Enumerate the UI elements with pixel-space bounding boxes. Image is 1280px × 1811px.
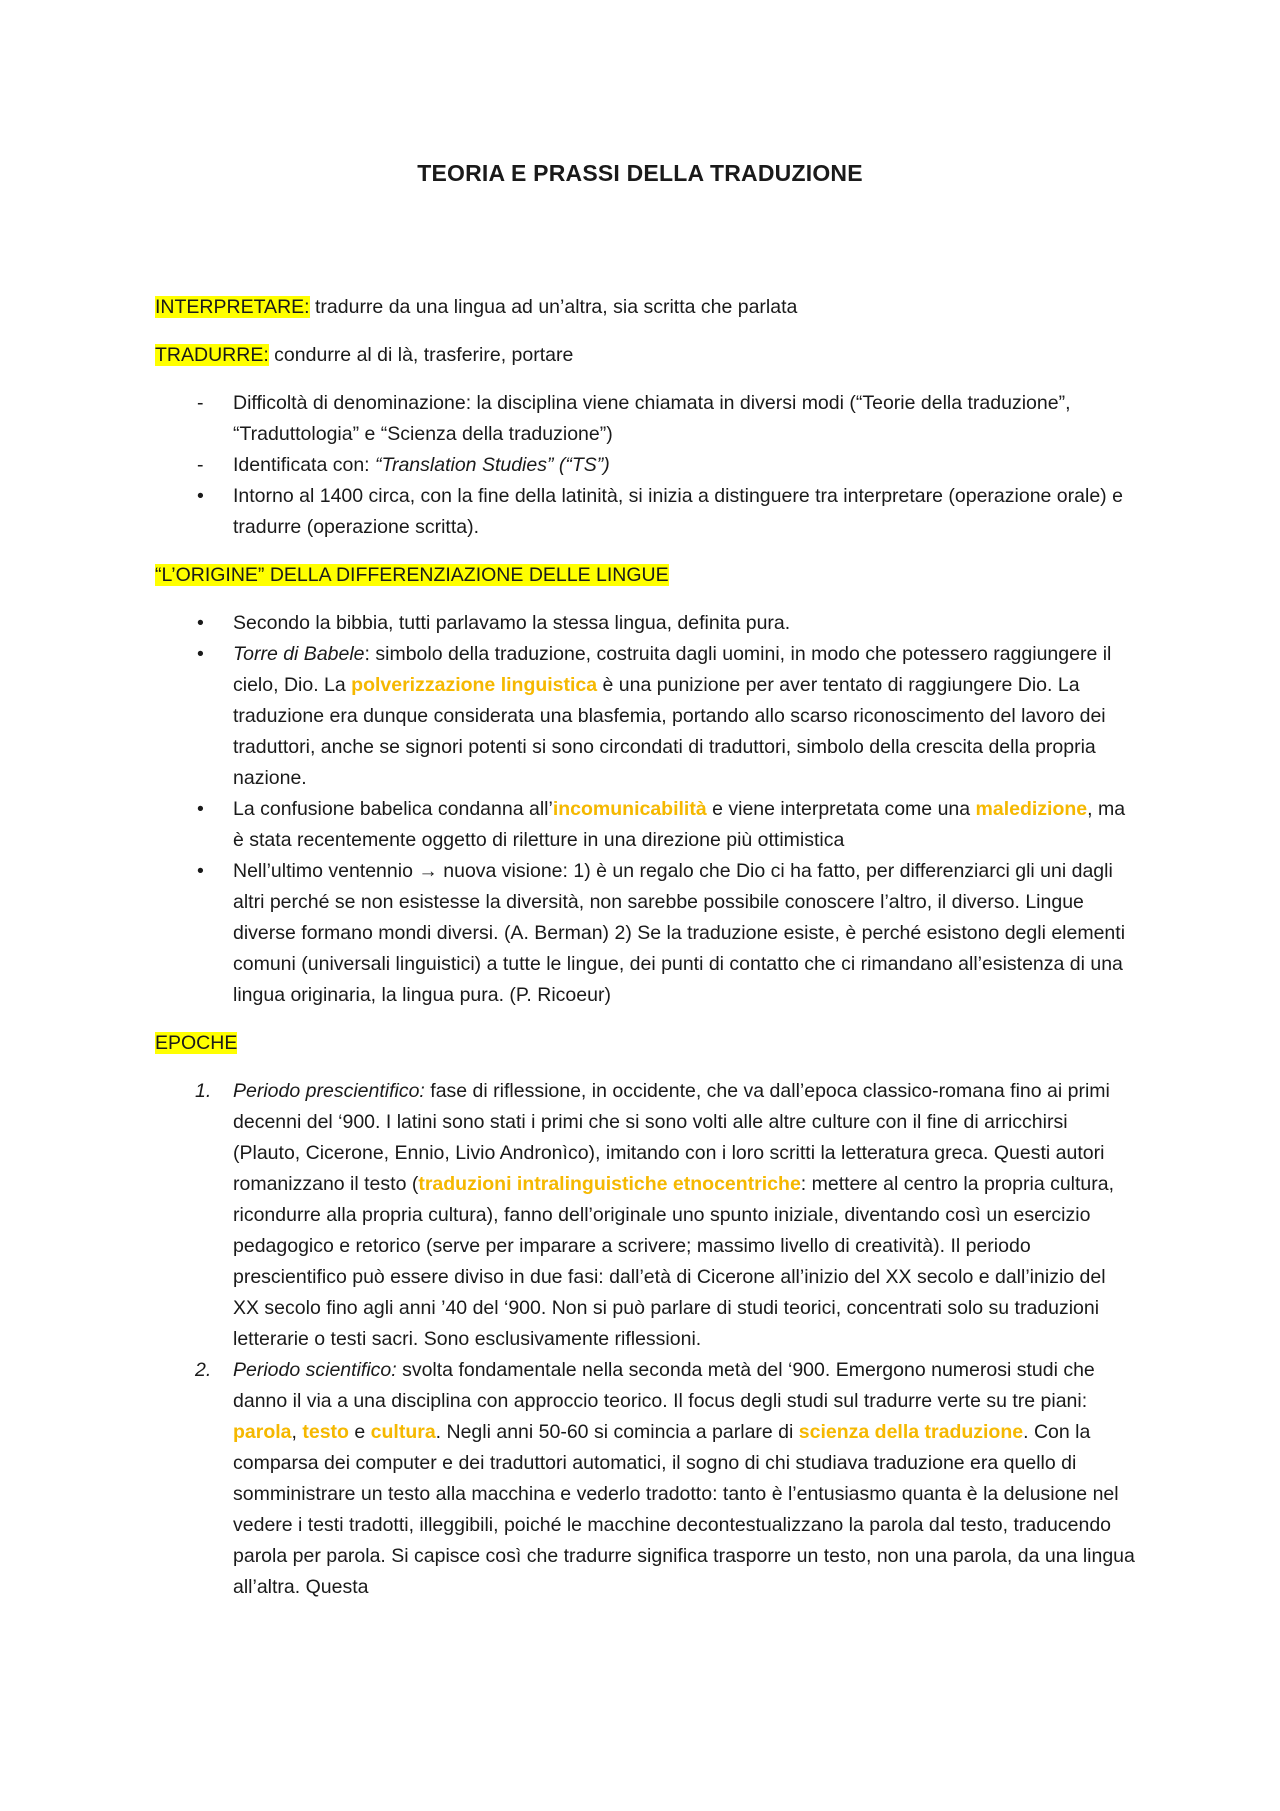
definition-text: tradurre da una lingua ad un’altra, sia scritta che parlata xyxy=(309,296,798,318)
definition-text: condurre al di là, trasferire, portare xyxy=(268,344,574,366)
list-item-text: e xyxy=(348,1421,371,1443)
list-item xyxy=(155,639,1135,794)
list-item-text: svolta fondamentale nella seconda metà del ‘900. Emergono numerosi studi che danno il via a una disciplina con approccio teorico. Il focus degli studi sul tradurre verte su tre piani: xyxy=(233,1359,1095,1412)
highlight-term: cultura xyxy=(370,1421,436,1443)
origine-list xyxy=(155,608,1135,1011)
list-item xyxy=(155,1355,1135,1603)
highlight-term: polverizzazione linguistica xyxy=(351,674,598,696)
section-heading-origine xyxy=(155,560,1135,591)
list-item xyxy=(155,608,1135,639)
highlight-term: parola xyxy=(233,1421,292,1443)
list-item-text: e viene interpretata come una xyxy=(706,798,976,820)
bullet-marker: • xyxy=(197,485,204,507)
term-tradurre: TRADURRE: xyxy=(155,344,269,366)
list-item xyxy=(155,450,1135,481)
bullet-marker: • xyxy=(197,860,204,882)
highlight-term: testo xyxy=(302,1421,349,1443)
highlight-term: maledizione xyxy=(975,798,1088,820)
list-item xyxy=(155,388,1135,450)
list-item xyxy=(155,481,1135,543)
list-item-italic: Torre di Babele xyxy=(233,643,365,665)
list-item xyxy=(155,856,1135,1011)
bullet-marker: • xyxy=(197,612,204,634)
definition-interpretare xyxy=(155,292,1135,323)
dash-marker: - xyxy=(197,454,204,476)
list-item-text: : simbolo della traduzione, costruita dagli uomini, in modo che potessero raggiungere il cielo, Dio. La xyxy=(233,643,1112,696)
definition-tradurre xyxy=(155,340,1135,371)
list-item-text: Intorno al 1400 circa, con la fine della latinità, si inizia a distinguere tra interpretare (operazione orale) e tradurre (operazione scritta). xyxy=(233,485,1123,538)
list-item-text: . Negli anni 50-60 si comincia a parlare di xyxy=(435,1421,799,1443)
list-item xyxy=(155,1076,1135,1355)
bullet-marker: • xyxy=(197,798,204,820)
list-item-text: Secondo la bibbia, tutti parlavamo la stessa lingua, definita pura. xyxy=(233,612,791,634)
list-item-text: Difficoltà di denominazione: la disciplina viene chiamata in diversi modi (“Teorie della traduzione”, “Traduttologia” e “Scienza della traduzione”) xyxy=(233,392,1071,445)
bullet-marker: • xyxy=(197,643,204,665)
document-body xyxy=(155,292,1135,1620)
highlight-term: scienza della traduzione xyxy=(798,1421,1024,1443)
number-marker: 2. xyxy=(195,1359,212,1381)
epoche-list xyxy=(155,1076,1135,1603)
list-item-italic: Periodo prescientifico: xyxy=(233,1080,425,1102)
list-item-italic: “Translation Studies” (“TS”) xyxy=(375,454,610,476)
list-item-text: fase di riflessione, in occidente, che va dall’epoca classico-romana fino ai primi decenni del ‘900. I latini sono stati i primi che si sono volti alle altre culture con il fine di arricchirsi (Plauto, Cicerone, Ennio, Livio Andronìco), imitando con i loro scritti la letteratura greca. Questi autori romanizzano il testo ( xyxy=(233,1080,1110,1195)
highlight-term: incomunicabilità xyxy=(552,798,707,820)
list-item-text: La confusione babelica condanna all’ xyxy=(233,798,553,820)
dash-marker: - xyxy=(197,392,204,414)
list-item-text: . Con la comparsa dei computer e dei traduttori automatici, il sogno di chi studiava traduzione era quello di somministrare un testo alla macchina e vederlo tradotto: tanto è l’entusiasmo quanta è la delusione nel vedere i testi tradotti, illeggibili, poiché le macchine decontestualizzano la parola dal testo, traducendo parola per parola. Si capisce così che tradurre significa trasporre un testo, non una parola, da una lingua all’altra. Questa xyxy=(233,1421,1135,1598)
heading-text: EPOCHE xyxy=(155,1032,238,1054)
section-heading-epoche xyxy=(155,1028,1135,1059)
number-marker: 1. xyxy=(195,1080,212,1102)
term-interpretare: INTERPRETARE: xyxy=(155,296,310,318)
intro-list xyxy=(155,388,1135,543)
highlight-term: traduzioni intralinguistiche etnocentriche xyxy=(418,1173,801,1195)
list-item-text: : mettere al centro la propria cultura, ricondurre alla propria cultura), fanno dell’originale uno spunto iniziale, diventando così un esercizio pedagogico e retorico (serve per imparare a scrivere; massimo livello di creatività). Il periodo prescientifico può essere diviso in due fasi: dall’età di Cicerone all’inizio del XX secolo e dall’inizio del XX secolo fino agli anni ’40 del ‘900. Non si può parlare di studi teorici, concentrati solo su traduzioni letterarie o testi sacri. Sono esclusivamente riflessioni. xyxy=(233,1173,1115,1350)
document-title: TEORIA E PRASSI DELLA TRADUZIONE xyxy=(417,160,863,186)
list-item-text: , ma è stata recentemente oggetto di riletture in una direzione più ottimistica xyxy=(233,798,1126,851)
list-item-text: Nell’ultimo ventennio → nuova visione: 1) è un regalo che Dio ci ha fatto, per differenziarci gli uni dagli altri perché se non esistesse la diversità, non sarebbe possibile conoscere l’altro, il diverso. Lingue diverse formano mondi diversi. (A. Berman) 2) Se la traduzione esiste, è perché esistono degli elementi comuni (universali linguistici) a tutte le lingue, dei punti di contatto che ci rimandano all’esistenza di una lingua originaria, la lingua pura. (P. Ricoeur) xyxy=(233,860,1126,1006)
heading-text: “L’ORIGINE” DELLA DIFFERENZIAZIONE DELLE LINGUE xyxy=(155,564,669,586)
list-item-text: , xyxy=(291,1421,303,1443)
list-item-italic: Periodo scientifico: xyxy=(233,1359,397,1381)
list-item-text: è una punizione per aver tentato di raggiungere Dio. La traduzione era dunque considerata una blasfemia, portando allo scarso riconoscimento del lavoro dei traduttori, anche se signori potenti si sono circondati di traduttori, simbolo della crescita della propria nazione. xyxy=(233,674,1106,789)
list-item xyxy=(155,794,1135,856)
list-item-text: Identificata con: xyxy=(233,454,376,476)
